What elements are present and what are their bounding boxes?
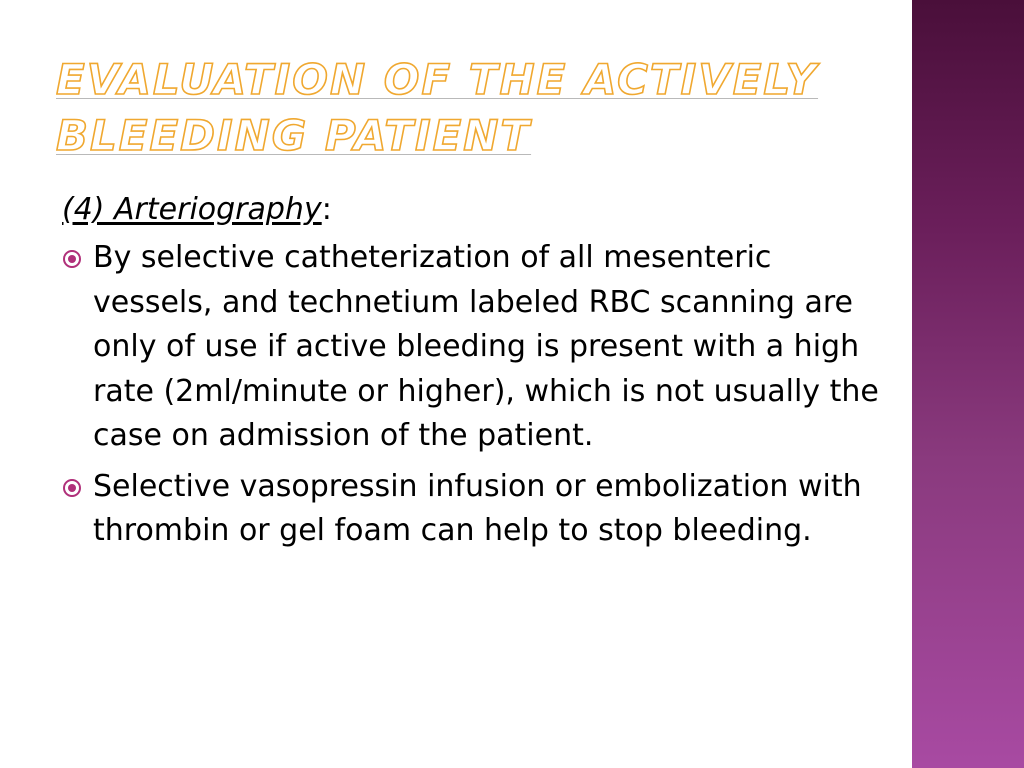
decorative-side-band [912, 0, 1024, 768]
bullet-item [62, 465, 892, 554]
circled-dot-bullet-icon [62, 249, 82, 269]
slide-body [62, 188, 892, 560]
bullet-item [62, 236, 892, 459]
bullet-text: By selective catheterization of all mesenteric vessels, and technetium labeled RBC scanning are only of use if active bleeding is present with a high rate (2ml/minute or higher), which is not usually the case on admission of the patient. [93, 240, 879, 453]
subheading-colon: : [321, 192, 332, 227]
subheading [62, 188, 892, 232]
circled-dot-bullet-icon [62, 478, 82, 498]
slide-title [56, 52, 896, 164]
subheading-label: (4) Arteriography [62, 192, 322, 227]
title-line-1: EVALUATION OF THE ACTIVELY [56, 55, 819, 104]
bullet-text: Selective vasopressin infusion or embolization with thrombin or gel foam can help to stop bleeding. [93, 468, 862, 548]
title-line-2: BLEEDING PATIENT [56, 111, 532, 160]
